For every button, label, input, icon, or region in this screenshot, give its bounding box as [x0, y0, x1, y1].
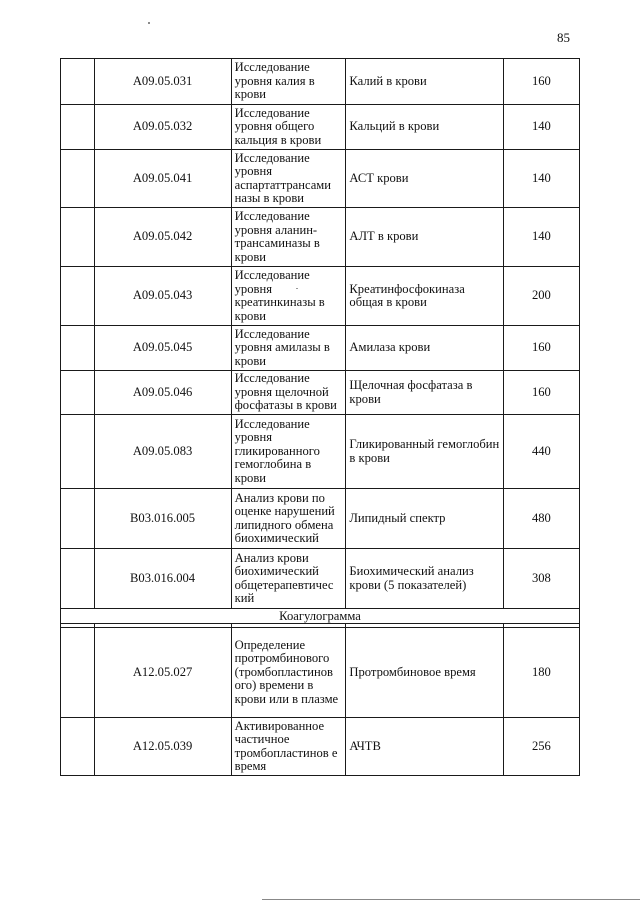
result-name: Креатинфосфокиназа общая в крови — [346, 267, 503, 326]
table-row — [61, 549, 580, 609]
scan-speck — [148, 22, 150, 24]
service-code: В03.016.005 — [94, 489, 231, 549]
row-number-cell — [61, 489, 95, 549]
service-code: А09.05.042 — [94, 208, 231, 267]
service-name: Исследование уровня щелочной фосфатазы в крови — [231, 371, 346, 415]
service-price: 140 — [503, 150, 579, 208]
row-number-cell — [61, 267, 95, 326]
service-name: Определение протромбинового (тромбопластинов ого) времени в крови или в плазме — [231, 628, 346, 718]
row-number-cell — [61, 371, 95, 415]
table-row — [61, 59, 580, 105]
service-name: Активированное частичное тромбопластинов е время — [231, 718, 346, 776]
row-number-cell — [61, 415, 95, 489]
service-name: Исследование уровня амилазы в крови — [231, 326, 346, 371]
row-number-cell — [61, 150, 95, 208]
table-row — [61, 267, 580, 326]
service-price: 200 — [503, 267, 579, 326]
table-row — [61, 326, 580, 371]
row-number-cell — [61, 718, 95, 776]
result-name: Кальций в крови — [346, 105, 503, 150]
row-number-cell — [61, 549, 95, 609]
result-name: АСТ крови — [346, 150, 503, 208]
bottom-rule — [262, 899, 640, 900]
row-number-cell — [61, 105, 95, 150]
service-price: 160 — [503, 371, 579, 415]
service-name: Исследование уровня гликированного гемоглобина в крови — [231, 415, 346, 489]
service-code: А09.05.032 — [94, 105, 231, 150]
table-row — [61, 628, 580, 718]
section-row — [61, 609, 580, 624]
service-price: 160 — [503, 59, 579, 105]
service-name: Анализ крови биохимический общетерапевтичес кий — [231, 549, 346, 609]
result-name: АЛТ в крови — [346, 208, 503, 267]
result-name: Амилаза крови — [346, 326, 503, 371]
row-number-cell — [61, 628, 95, 718]
service-name: Исследование уровня креатинкиназы в крови — [231, 267, 346, 326]
service-name: Анализ крови по оценке нарушений липидного обмена биохимический — [231, 489, 346, 549]
section-header: Коагулограмма — [61, 609, 580, 624]
service-code: А09.05.043 — [94, 267, 231, 326]
page-number: 85 — [557, 30, 570, 45]
service-code: В03.016.004 — [94, 549, 231, 609]
service-code: А09.05.045 — [94, 326, 231, 371]
result-name: Калий в крови — [346, 59, 503, 105]
service-price: 180 — [503, 628, 579, 718]
service-price: 140 — [503, 105, 579, 150]
service-price: 440 — [503, 415, 579, 489]
services-price-table — [60, 58, 580, 776]
service-code: А12.05.027 — [94, 628, 231, 718]
service-price: 256 — [503, 718, 579, 776]
service-code: А09.05.046 — [94, 371, 231, 415]
row-number-cell — [61, 59, 95, 105]
table-row — [61, 208, 580, 267]
table-row — [61, 371, 580, 415]
service-code: А09.05.031 — [94, 59, 231, 105]
result-name: Липидный спектр — [346, 489, 503, 549]
result-name: АЧТВ — [346, 718, 503, 776]
service-price: 160 — [503, 326, 579, 371]
row-number-cell — [61, 326, 95, 371]
service-code: А09.05.083 — [94, 415, 231, 489]
service-name: Исследование уровня общего кальция в крови — [231, 105, 346, 150]
result-name: Гликированный гемоглобин в крови — [346, 415, 503, 489]
service-price: 480 — [503, 489, 579, 549]
table-row — [61, 489, 580, 549]
table-row — [61, 105, 580, 150]
table-row — [61, 415, 580, 489]
row-number-cell — [61, 208, 95, 267]
service-code: А09.05.041 — [94, 150, 231, 208]
result-name: Биохимический анализ крови (5 показателей) — [346, 549, 503, 609]
result-name: Протромбиновое время — [346, 628, 503, 718]
service-code: А12.05.039 — [94, 718, 231, 776]
result-name: Щелочная фосфатаза в крови — [346, 371, 503, 415]
service-price: 140 — [503, 208, 579, 267]
service-name: Исследование уровня аланин-трансаминазы в крови — [231, 208, 346, 267]
service-price: 308 — [503, 549, 579, 609]
service-name: Исследование уровня аспартаттрансами назы в крови — [231, 150, 346, 208]
table-row — [61, 150, 580, 208]
service-name: Исследование уровня калия в крови — [231, 59, 346, 105]
table-row — [61, 718, 580, 776]
